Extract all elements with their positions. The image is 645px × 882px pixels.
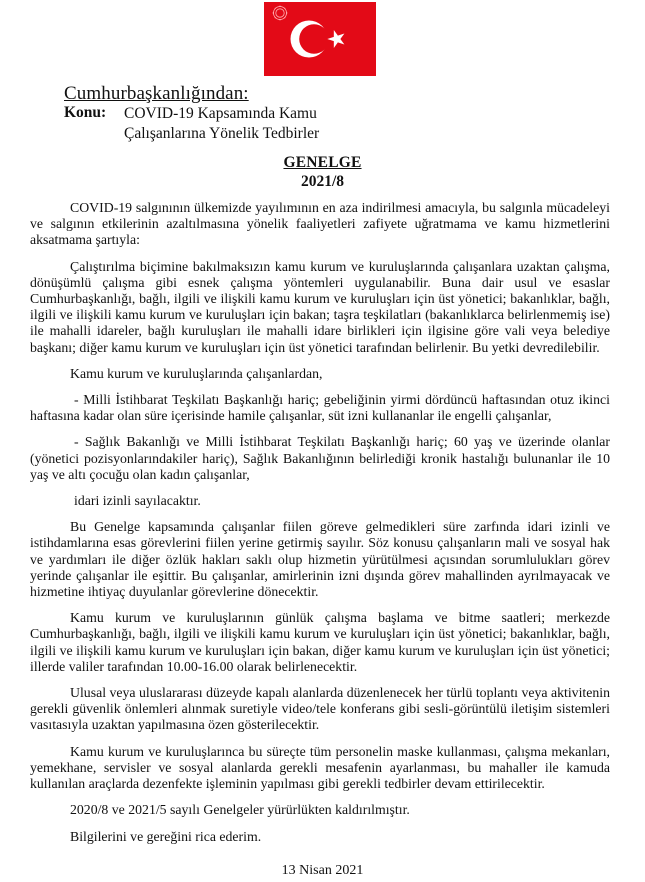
- issuer-heading: Cumhurbaşkanlığından:: [64, 83, 249, 104]
- subject-label: Konu:: [64, 104, 107, 121]
- document-number: 2021/8: [300, 173, 345, 190]
- paragraph-employees-lead: Kamu kurum ve kuruluşlarında çalışanlardan,: [70, 365, 323, 381]
- document-title: GENELGE: [283, 154, 362, 171]
- paragraph-leave-rights: Bu Genelge kapsamında çalışanlar fiilen göreve gelmedikleri süre zarfında idari izinli ve istihdamlarına esas görevlerini fiilen yerine getirmiş sayılır. Söz konusu çalışanların mali ve sosyal hak ve yardımları ile diğer özlük hakları saklı olup hizmetin yürütülmesi açısından sorumlulukları görev yerinde çalışanlar ile eşittir. Bu çalışanlar, amirlerinin izni dışında görev mahallinden ayrılmayacak ve hizmetine ihtiyaç duyulanlar görevlerine dönecektir.: [30, 519, 610, 600]
- paragraph-working-hours: Kamu kurum ve kuruluşlarının günlük çalışma başlama ve bitme saatleri; merkezde Cumhurbaşkanlığı, bağlı, ilgili ve ilişkili kamu kurum ve kuruluşları için üst yönetici; bakanlıklar, bağlı, ilgili ve ilişkili kamu kurum ve kuruluşları için bakan, diğer kamu kurum ve kuruluşları için üst yönetici; illerde valiler tarafından 10.00-16.00 olarak belirlenecektir.: [30, 610, 610, 674]
- paragraph-closing: Bilgilerini ve gereğini rica ederim.: [70, 828, 262, 844]
- paragraph-flexible-work: Çalıştırılma biçimine bakılmaksızın kamu kurum ve kuruluşlarında çalışanlara uzaktan çalışma, dönüşümlü çalışma gibi esnek çalışma yöntemleri uygulanabilir. Buna dair usul ve esaslar Cumhurbaşkanlığı, bağlı, ilgili ve ilişkili kamu kurum ve kuruluşları için üst yönetici; bakanlıklar, bağlı, ilgili ve ilişkili kamu kurum ve kuruluşları için bakan; taşra teşkilatları (bakanlıklarca belirlenmemiş ise) ile mahalli idareler, bağlı kuruluşları ile mahalli idare birlikleri için ilgisine göre vali veya belediye başkanı; diğer kamu kurum ve kuruluşları için üst yönetici tarafından belirlenir. Bu yetki devredilebilir.: [30, 258, 610, 355]
- paragraph-repeal: 2020/8 ve 2021/5 sayılı Genelgeler yürürlükten kaldırılmıştır.: [70, 802, 410, 818]
- paragraph-hygiene-measures: Kamu kurum ve kuruluşlarınca bu süreçte tüm personelin maske kullanması, çalışma mekanları, yemekhane, servisler ve sosyal alanlarda gerekli mesafenin ayarlanması, bu mahaller ile kamuda kullanılan araçlarda dezenfekte işleminin yapılması gibi gerekli tedbirler devam ettirilecektir.: [30, 743, 610, 792]
- paragraph-intro: COVID-19 salgınının ülkemizde yayılımının en aza indirilmesi amacıyla, bu salgınla mücadeleyi ve salgının etkilerinin azaltılmasına yönelik faaliyetleri zafiyete uğratmama ve kamu hizmetlerini aksatmama şartıyla:: [30, 200, 610, 248]
- list-item-age-chronic: - Sağlık Bakanlığı ve Milli İstihbarat Teşkilatı Başkanlığı hariç; 60 yaş ve üzerinde olanlar (yönetici pozisyonlarındakiler hariç), Sağlık Bakanlığının belirlediği kronik hastalığı bulunanlar ile 10 yaş ve altı çocuğu olan kadın çalışanlar,: [30, 434, 610, 482]
- presidential-seal-icon: [267, 5, 293, 21]
- subject-text: COVID-19 Kapsamında Kamu Çalışanlarına Yönelik Tedbirler: [124, 105, 320, 142]
- list-item-pregnant-disabled: - Milli İstihbarat Teşkilatı Başkanlığı hariç; gebeliğinin yirmi dördüncü haftasından otuz ikinci haftasına kadar olan süre içerisinde hamile çalışanlar, süt izni kullananlar ile engelli çalışanlar,: [30, 392, 610, 424]
- paragraph-meetings: Ulusal veya uluslararası düzeyde kapalı alanlarda düzenlenecek her türlü toplantı veya aktivitenin gerekli güvenlik önlemleri alınmak suretiyle video/tele konferans gibi sesli-görüntülü iletişim sistemleri vasıtasıyla uzaktan yapılmasına özen gösterilecektir.: [30, 685, 610, 733]
- paragraph-administrative-leave: idari izinli sayılacaktır.: [74, 493, 201, 509]
- turkish-flag: [264, 2, 376, 76]
- document-body: [30, 200, 610, 855]
- document-date: 13 Nisan 2021: [281, 863, 364, 878]
